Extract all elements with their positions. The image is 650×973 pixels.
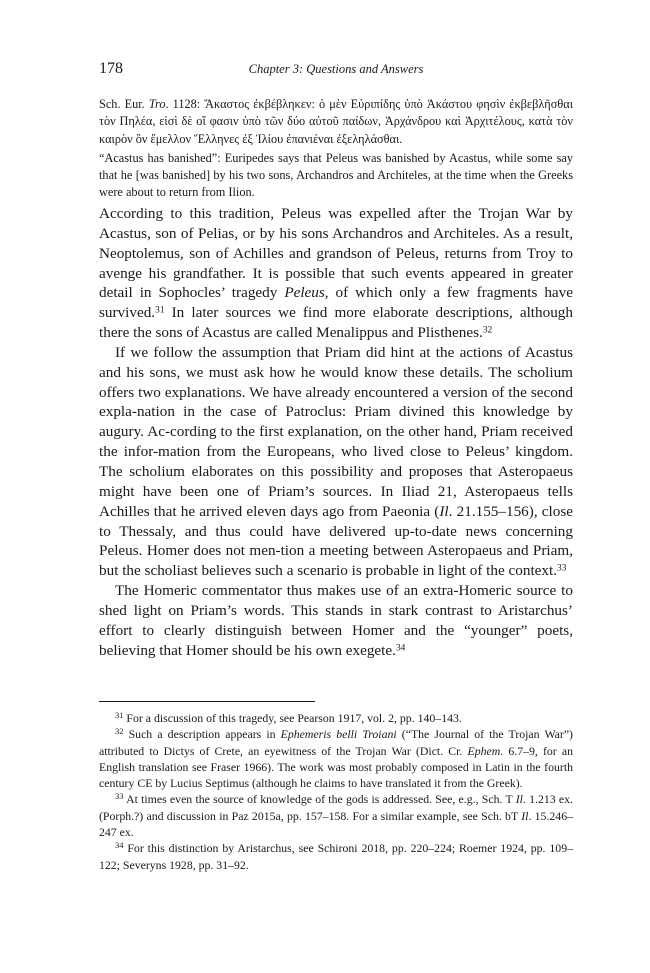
paragraph-text: , of which only a few fragments have survived.	[99, 284, 573, 322]
italic-reference: Il	[439, 502, 449, 520]
paragraph-text: According to this tradition, Peleus was expelled after the Trojan War by Acastus, son of Pelias, or by his sons Archandros and Architeles. As a result, Neoptolemus, son of Achilles and grandson of Peleus, returns from Troy to avenge his grandfather. It is possible that such events appeared in greater detail in Sophocles’ tragedy	[99, 205, 573, 302]
footnote-text: At times even the source of knowledge of the gods is addressed. See, e.g., Sch. T	[123, 792, 516, 807]
footnote-divider	[99, 701, 315, 702]
footnote-ref-33[interactable]: 33	[557, 563, 567, 574]
italic-reference: Il	[515, 792, 523, 807]
footnote-32	[99, 726, 573, 791]
footnote-number: 31	[115, 709, 124, 720]
running-head: Chapter 3: Questions and Answers	[248, 62, 424, 76]
body-text	[99, 204, 573, 660]
footnote-31	[99, 710, 573, 726]
footnote-text: For this distinction by Aristarchus, see Schironi 2018, pp. 220–224; Roemer 1924, pp. 109–122; Severyns 1928, pp. 31–92.	[99, 841, 573, 872]
footnote-33	[99, 791, 573, 840]
footnote-text: (“The Journal of the Trojan War”) attributed to Dictys of Crete, an eyewitness of the Trojan War (Dict. Cr.	[99, 727, 573, 758]
footnote-number: 34	[115, 840, 124, 851]
italic-reference: Il	[521, 808, 529, 823]
footnote-text: . 1.213 ex. (Porph.?) and discussion in Paz 2015a, pp. 157–158. For a similar example, see Sch. bT	[99, 792, 573, 823]
body-paragraph-1	[99, 204, 573, 343]
footnote-34	[99, 840, 573, 873]
footnote-ref-32[interactable]: 32	[482, 325, 493, 336]
footnote-text: Such a description appears in	[123, 727, 281, 742]
paragraph-text: . 21.155–156), close to Thessaly, and thus could have delivered up-to-date news concerning Peleus. Homer does not men-tion a meeting between Asteropaeus and Priam, but the scholiast believes such a scenario is probable in light of the context.	[99, 502, 574, 580]
body-paragraph-3	[99, 581, 573, 660]
scholium-source-title: Tro	[148, 97, 166, 111]
page-header	[99, 60, 573, 82]
greek-scholium-quote	[99, 96, 573, 148]
page-number: 178	[99, 60, 123, 77]
footnotes	[99, 710, 573, 873]
scholium-source-suffix: . 1128:	[165, 97, 205, 111]
paragraph-text: In later sources we find more elaborate descriptions, although there the sons of Acastus are called Menalippus and Plisthenes.	[99, 304, 573, 342]
footnote-number: 33	[115, 791, 124, 802]
paragraph-text: The Homeric commentator thus makes use of an extra-Homeric source to shed light on Priam’s words. This stands in stark contrast to Aristarchus’ effort to clearly distinguish between Homer and the “younger” poets, believing that Homer should be his own exegete.	[99, 582, 573, 659]
scholium-translation: “Acastus has banished”: Euripedes says that Peleus was banished by Acastus, while some say that he [was banished] by his two sons, Archandros and Architeles, at the time when the Greeks were about to return from Ilion.	[99, 151, 573, 200]
scholium-source-prefix: Sch. Eur.	[99, 97, 149, 111]
footnote-number: 32	[115, 726, 124, 737]
greek-text: Ἄκαστος ἐκβέβληκεν: ὁ μὲν Εὐριπίδης ὑπὸ Ἀκάστου φησὶν ἐκβεβλῆσθαι τὸν Πηλέα, εἰσὶ δὲ οἵ φασιν ὑπὸ τῶν δύο αὐτοῦ παίδων, Ἀρχάνδρου καὶ Ἀρχιτέλους, κατὰ τὸν καιρὸν ὃν ἔμελλον Ἕλληνες ἐξ Ἰλίου ἐπανιέναι ἐξεληλάσθαι.	[99, 97, 573, 146]
paragraph-text: If we follow the assumption that Priam did hint at the actions of Acastus and his sons, we must ask how he would know these details. The scholium offers two explanations. We have already encountered a version of the second expla-nation in the case of Patroclus: Priam divined this knowledge by augury. Ac-cording to the first explanation, on the other hand, Priam received the infor-mation from the Europeans, who lived close to Peleus’ kingdom. The scholium elaborates on this possibility and proposes that Asteropaeus might have been one of Priam’s sources. In Iliad 21, Asteropaeus tells Achilles that he arrived eleven days ago from Paeonia (	[99, 343, 573, 520]
footnote-text: . 6.7–9, for an English translation see Fraser 1966). The work was most probably composed in Latin in the fourth century CE by Lucius Septimus (although he claims to have translated it from the Greek).	[99, 743, 573, 791]
body-paragraph-2	[99, 343, 573, 581]
footnote-ref-34[interactable]: 34	[395, 642, 406, 653]
italic-title: Ephemeris belli Troiani	[280, 727, 397, 742]
footnote-text: . 15.246–247 ex.	[99, 808, 573, 840]
italic-reference: Ephem	[467, 743, 501, 758]
footnote-ref-31[interactable]: 31	[155, 305, 165, 316]
italic-title: Peleus	[284, 284, 325, 302]
footnote-text: For a discussion of this tragedy, see Pearson 1917, vol. 2, pp. 140–143.	[123, 711, 462, 725]
